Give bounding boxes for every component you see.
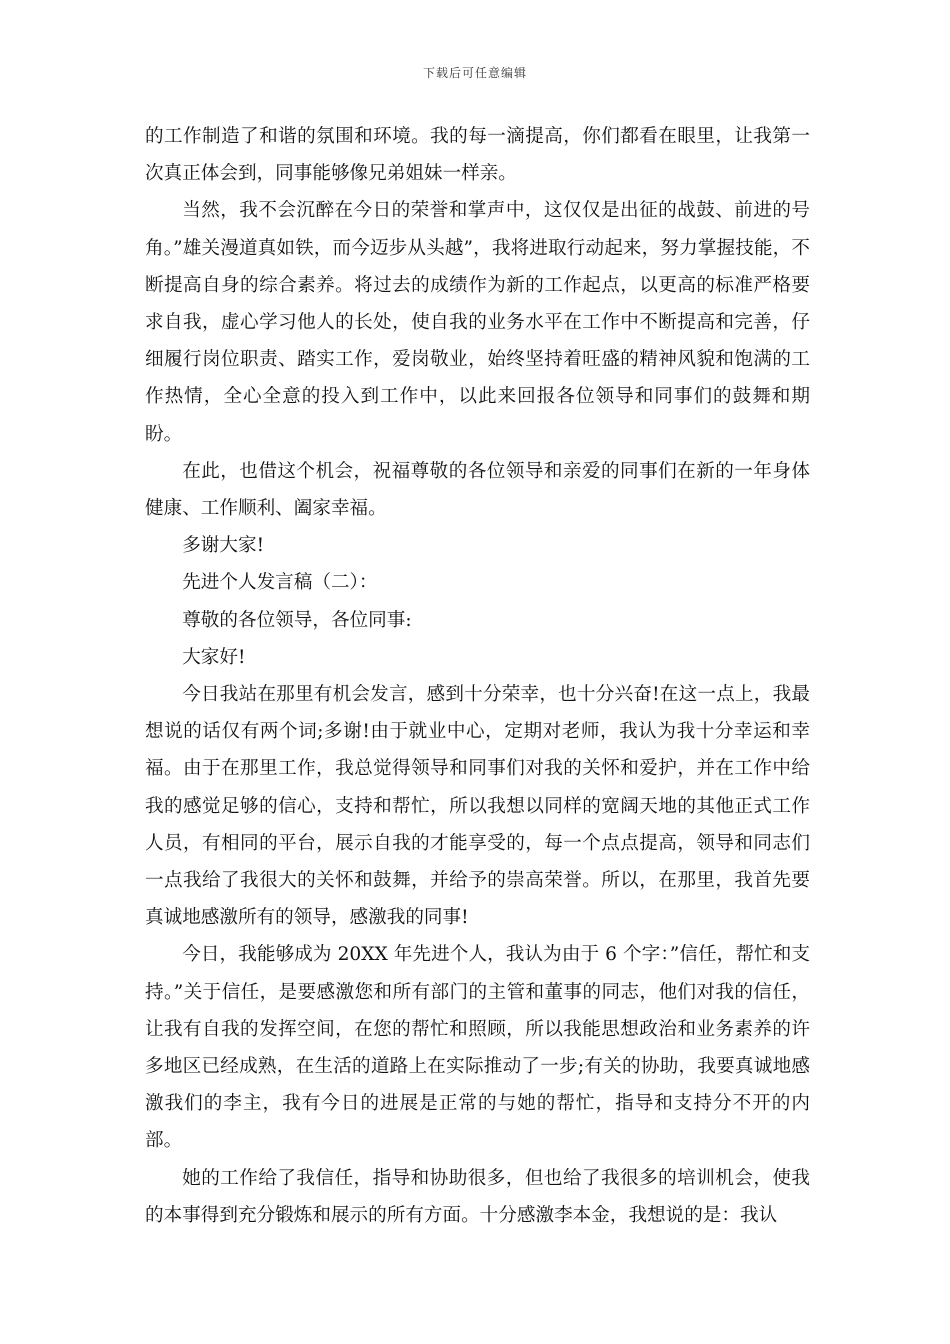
header-note: 下载后可任意编辑	[422, 66, 527, 80]
document-body	[145, 118, 810, 1234]
paragraph: 今日，我能够成为 20XX 年先进个人，我认为由于 6 个字：”信任，帮忙和支持。”关于信任，是要感激您和所有部门的主管和董事的同志，他们对我的信任，让我有自我的发挥空间，在您的帮忙和照顾，所以我能思想政治和业务素养的许多地区已经成熟，在生活的道路上在实际推动了一步;有关的协助，我要真诚地感激我们的李主，我有今日的进展是正常的与她的帮忙，指导和支持分不开的内部。	[145, 944, 810, 1152]
paragraph-continuation: 的工作制造了和谐的氛围和环境。我的每一滴提高，你们都看在眼里，让我第一次真正体会到，同事能够像兄弟姐妹一样亲。	[145, 126, 810, 185]
paragraph: 在此，也借这个机会，祝福尊敬的各位领导和亲爱的同事们在新的一年身体健康、工作顺利、阖家幸福。	[145, 460, 810, 520]
paragraph: 当然，我不会沉醉在今日的荣誉和掌声中，这仅仅是出征的战鼓、前进的号角。”雄关漫道真如铁，而今迈步从头越”，我将进取行动起来，努力掌握技能，不断提高自身的综合素养。将过去的成绩作为新的工作起点，以更高的标准严格要求自我，虚心学习他人的长处，使自我的业务水平在工作中不断提高和完善，仔细履行岗位职责、踏实工作，爱岗敬业，始终坚持着旺盛的精神风貌和饱满的工作热情，全心全意的投入到工作中，以此来回报各位领导和同事们的鼓舞和期盼。	[145, 200, 810, 445]
paragraph: 今日我站在那里有机会发言，感到十分荣幸，也十分兴奋!在这一点上，我最想说的话仅有两个词;多谢!由于就业中心，定期对老师，我认为我十分幸运和幸福。由于在那里工作，我总觉得领导和同事们对我的关怀和爱护，并在工作中给我的感觉足够的信心，支持和帮忙，所以我想以同样的宽阔天地的其他正式工作人员，有相同的平台，展示自我的才能享受的，每一个点点提高，领导和同志们一点我给了我很大的关怀和鼓舞，并给予的崇高荣誉。所以，在那里，我首先要真诚地感激所有的领导，感激我的同事!	[145, 684, 810, 929]
paragraph: 她的工作给了我信任，指导和协助很多，但也给了我很多的培训机会，使我的本事得到充分锻炼和展示的所有方面。十分感激李本金，我想说的是：我认	[145, 1167, 810, 1226]
section-title: 先进个人发言稿（二）：	[182, 572, 378, 594]
closing-thanks: 多谢大家!	[182, 535, 265, 557]
salutation: 尊敬的各位领导，各位同事:	[182, 609, 412, 631]
greeting: 大家好!	[182, 646, 246, 668]
